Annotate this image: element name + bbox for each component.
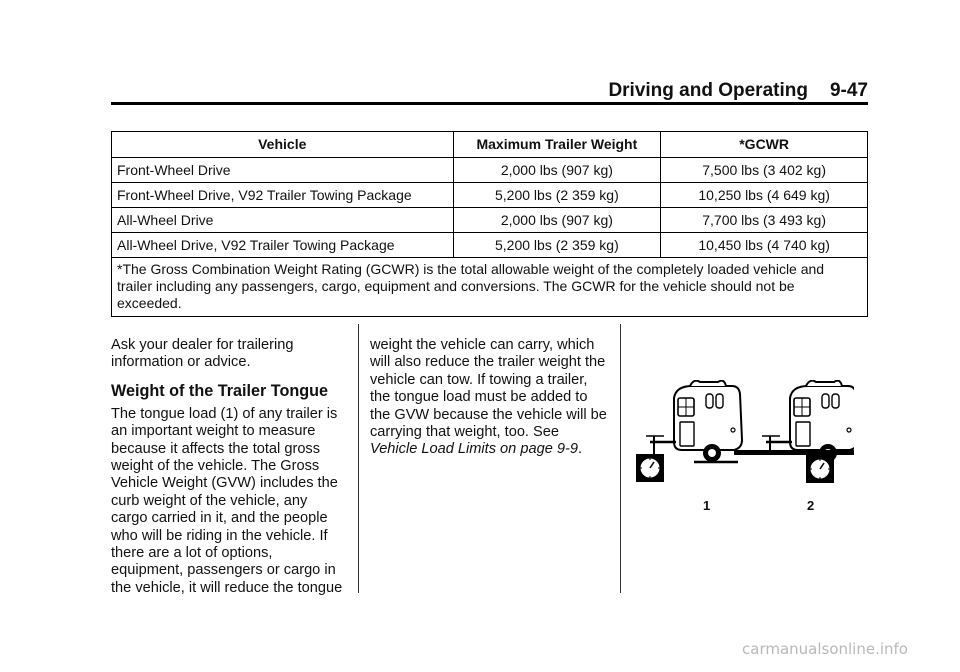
max-weight-cell: 2,000 lbs (907 kg) (453, 158, 661, 183)
gcwr-cell: 7,500 lbs (3 402 kg) (661, 158, 868, 183)
table-row (112, 183, 868, 208)
paragraph-end: . (577, 441, 583, 458)
table-note-row (112, 258, 868, 317)
gcwr-cell: 10,250 lbs (4 649 kg) (661, 183, 868, 208)
text-column-2 (370, 337, 610, 459)
table-row (112, 208, 868, 233)
continued-text: weight the vehicle can carry, which will also reduce the trailer weight the vehicle can tow. If towing a trailer, the tongue load must be added to the GVW because the vehicle will be carrying that weight, too. See (370, 337, 607, 441)
header-vehicle: Vehicle (112, 132, 454, 158)
max-weight-cell: 5,200 lbs (2 359 kg) (453, 233, 661, 258)
watermark: carmanualsonline.info (742, 640, 908, 658)
table-row (112, 158, 868, 183)
trailer-weight-table (111, 131, 868, 317)
vehicle-cell: All-Wheel Drive (112, 208, 454, 233)
figure-label-2: 2 (807, 498, 815, 513)
section-heading: Weight of the Trailer Tongue (111, 381, 329, 400)
header-gcwr: *GCWR (661, 132, 868, 158)
gcwr-footnote: *The Gross Combination Weight Rating (GCWR) is the total allowable weight of the completely loaded vehicle and trailer including any passengers, cargo, equipment and conversions. The GCWR for the vehicle should not be exceeded. (112, 258, 868, 317)
intro-paragraph: Ask your dealer for trailering information or advice. (111, 337, 294, 371)
vehicle-cell: Front-Wheel Drive, V92 Trailer Towing Package (112, 183, 454, 208)
table-header-row (112, 132, 868, 158)
header-rule (111, 102, 868, 105)
table-row (112, 233, 868, 258)
load-limits-reference-link[interactable]: Vehicle Load Limits on page 9-9 (370, 441, 578, 458)
text-column-1 (111, 337, 347, 597)
trailer-2-icon (734, 381, 854, 483)
max-weight-cell: 2,000 lbs (907 kg) (453, 208, 661, 233)
header-max-trailer-weight: Maximum Trailer Weight (453, 132, 661, 158)
max-weight-cell: 5,200 lbs (2 359 kg) (453, 183, 661, 208)
figure-label-1: 1 (703, 498, 711, 513)
page-header (111, 80, 868, 104)
section-title: Driving and Operating (608, 80, 808, 101)
gcwr-cell: 10,450 lbs (4 740 kg) (661, 233, 868, 258)
page-number: 9-47 (829, 80, 868, 101)
tongue-weight-paragraph: The tongue load (1) of any trailer is an important weight to measure because it affects the total gross weight of the vehicle. The Gross Vehicle Weight (GVW) includes the curb weight of the vehicle, any cargo carried in it, and the people who will be riding in the vehicle. If there are a lot of options, equipment, passengers or cargo in the vehicle, it will reduce the tongue (111, 405, 343, 596)
vehicle-cell: Front-Wheel Drive (112, 158, 454, 183)
column-divider (358, 324, 359, 593)
continued-paragraph (370, 337, 610, 459)
tongue-weight-illustration (634, 380, 854, 520)
column-divider (620, 324, 621, 593)
gcwr-cell: 7,700 lbs (3 493 kg) (661, 208, 868, 233)
vehicle-cell: All-Wheel Drive, V92 Trailer Towing Package (112, 233, 454, 258)
trailer-1-icon (636, 381, 742, 482)
